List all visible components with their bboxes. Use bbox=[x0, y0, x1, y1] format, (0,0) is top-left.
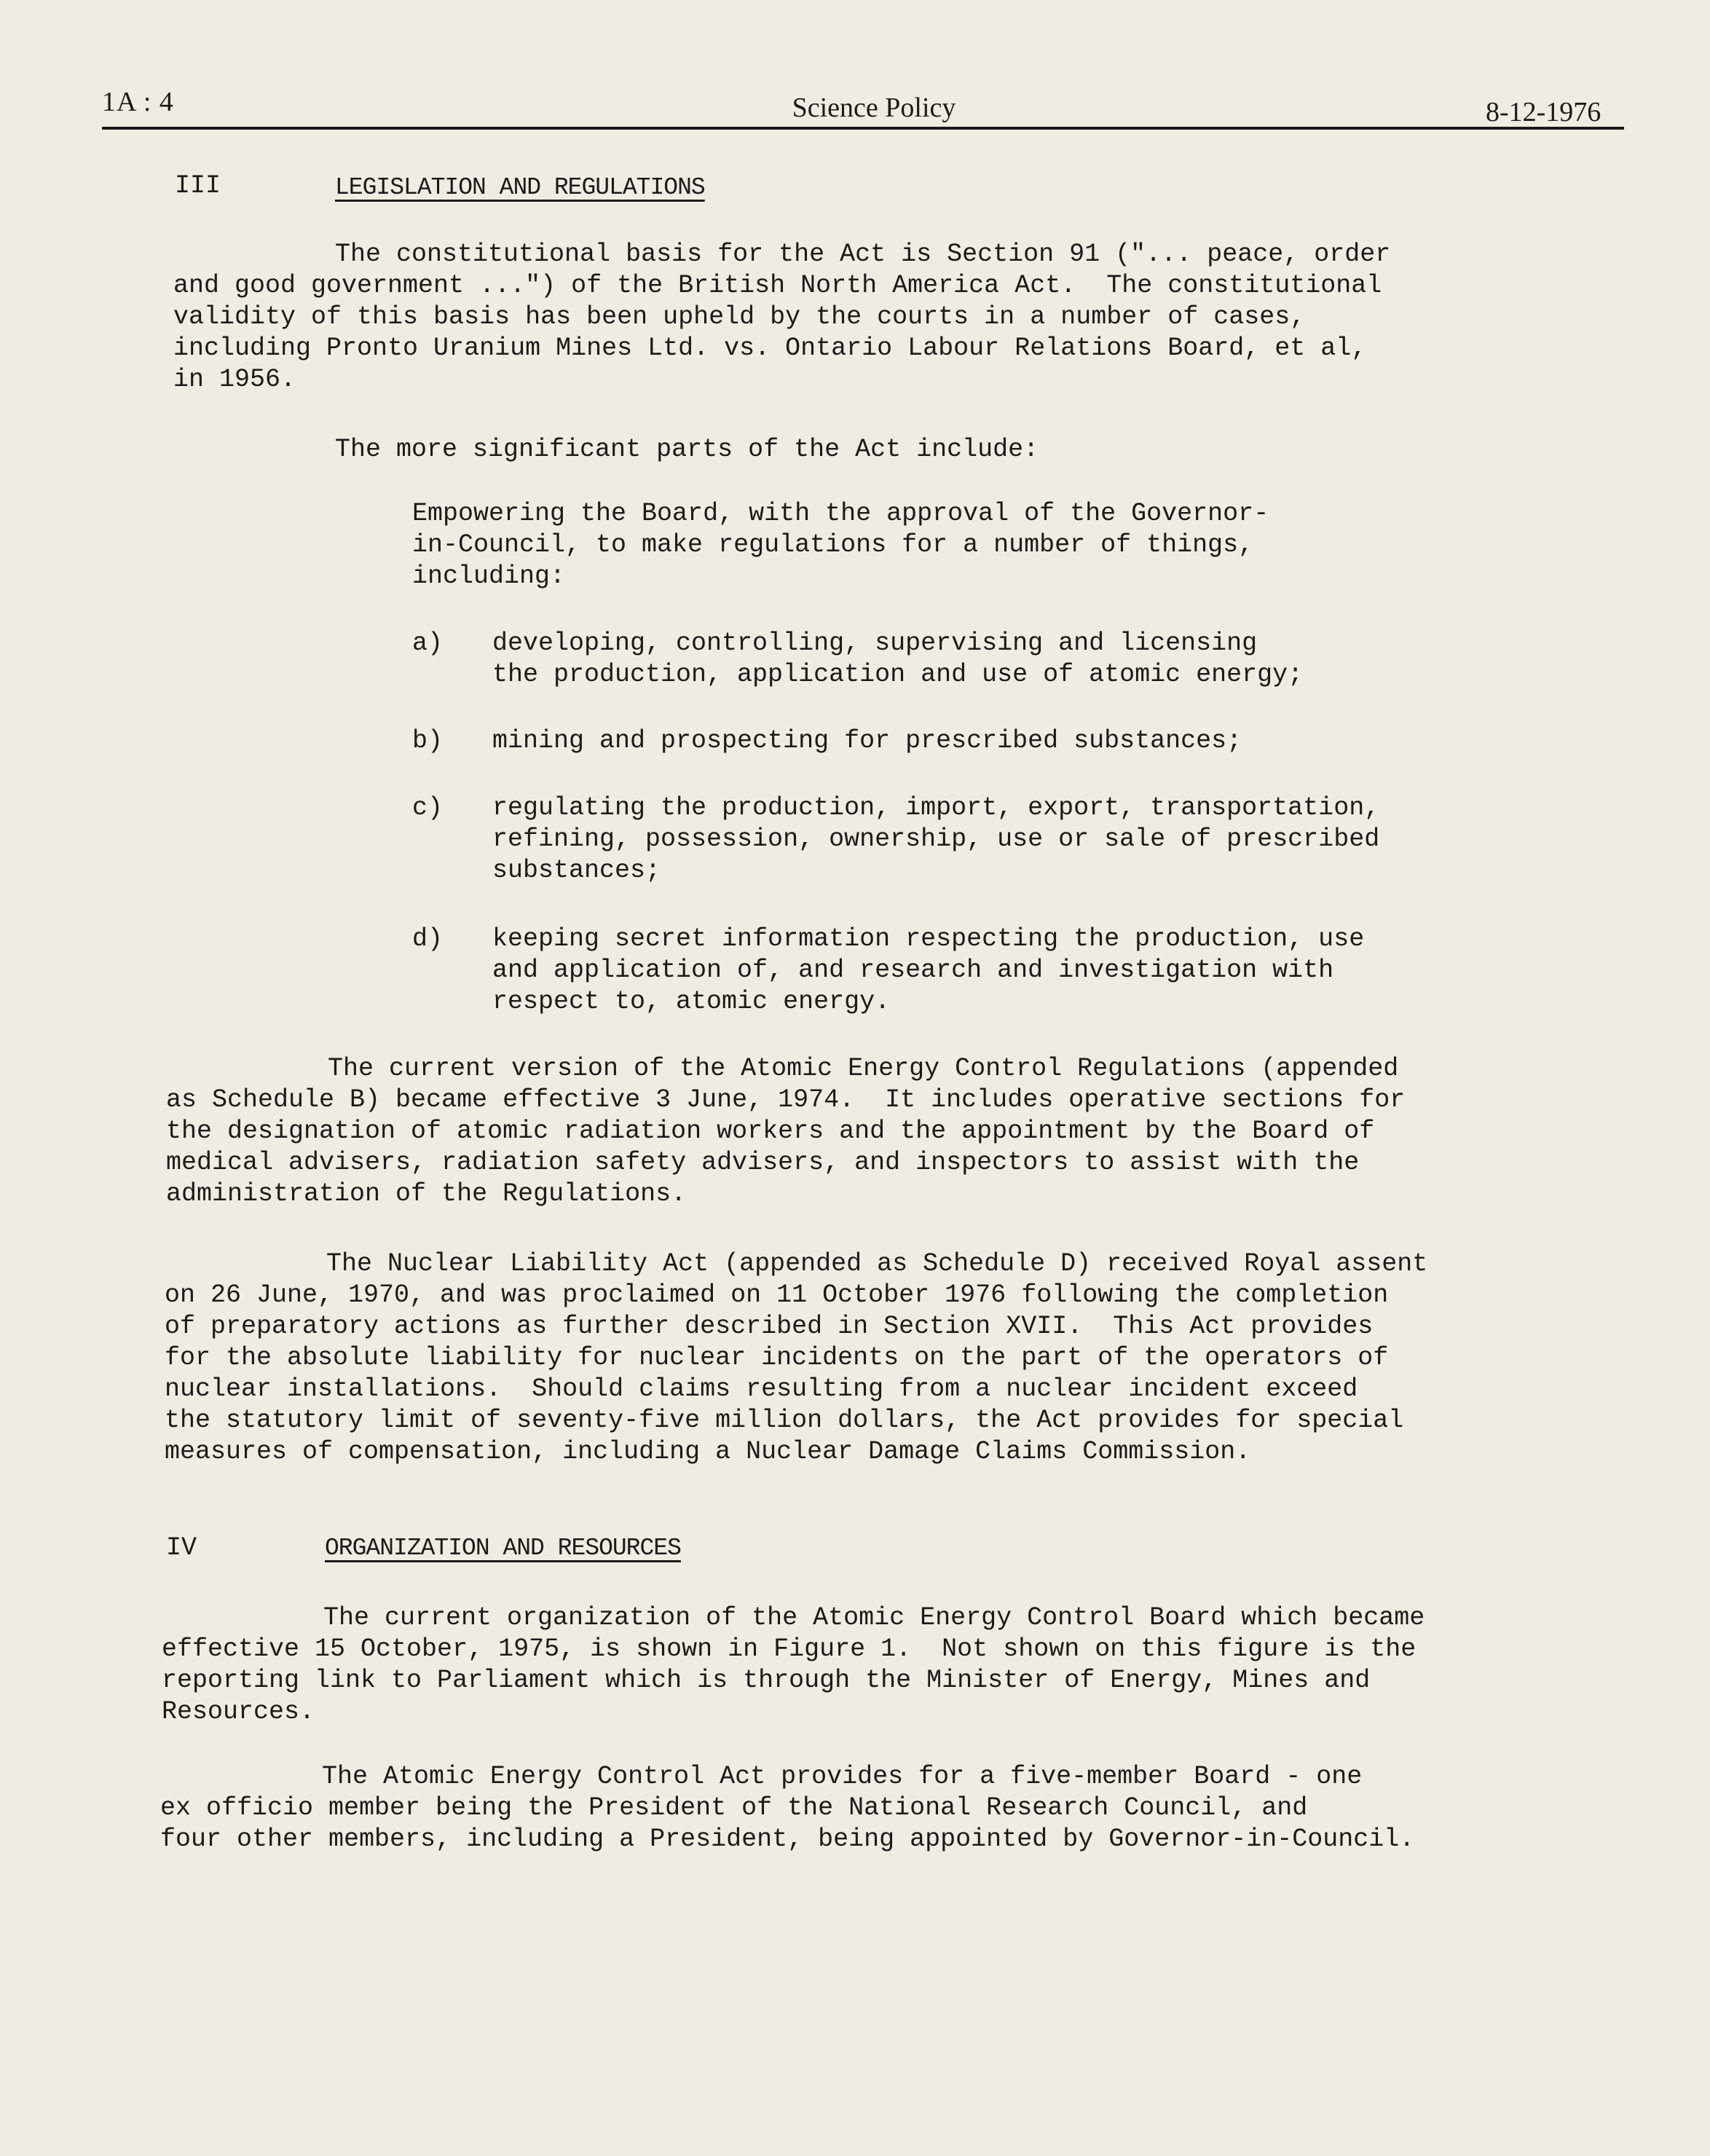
list-item-text bbox=[492, 924, 1364, 1018]
list-item-line: regulating the production, import, export, transportation, bbox=[492, 793, 1380, 822]
list-item-line: developing, controlling, supervising and licensing bbox=[492, 629, 1258, 658]
section-3-paragraph-2 bbox=[335, 434, 1039, 465]
list-item-line: substances; bbox=[492, 856, 661, 885]
paragraph-line: effective 15 October, 1975, is shown in Figure 1. Not shown on this figure is the bbox=[162, 1634, 1417, 1664]
paragraph-line: The current organization of the Atomic Energy Control Board which became bbox=[323, 1603, 1425, 1632]
list-item-label: b) bbox=[412, 726, 444, 755]
paragraph-line: for the absolute liability for nuclear incidents on the part of the operators of bbox=[165, 1343, 1389, 1372]
page-number: 1A : 4 bbox=[102, 87, 174, 117]
paragraph-line: The Nuclear Liability Act (appended as Schedule D) received Royal assent bbox=[326, 1249, 1428, 1278]
section-3-number: III bbox=[175, 171, 221, 200]
section-4-paragraph-1 bbox=[162, 1602, 1425, 1728]
list-item-text bbox=[492, 725, 1242, 757]
list-item-line: refining, possession, ownership, use or sale of prescribed bbox=[492, 825, 1380, 854]
paragraph-line: Empowering the Board, with the approval of the Governor- bbox=[412, 499, 1269, 528]
list-item-line: the production, application and use of atomic energy; bbox=[492, 660, 1304, 689]
paragraph-line: The constitutional basis for the Act is Section 91 ("... peace, order bbox=[335, 240, 1391, 269]
paragraph-line: as Schedule B) became effective 3 June, 1974. It includes operative sections for bbox=[166, 1085, 1406, 1114]
paragraph-line: medical advisers, radiation safety advisers, and inspectors to assist with the bbox=[166, 1148, 1360, 1177]
list-item-label: d) bbox=[412, 924, 444, 953]
paragraph-line: and good government ...") of the British North America Act. The constitutional bbox=[173, 271, 1382, 300]
paragraph-line: including Pronto Uranium Mines Ltd. vs. Ontario Labour Relations Board, et al, bbox=[173, 334, 1367, 363]
list-item-text bbox=[492, 628, 1303, 691]
paragraph-line: administration of the Regulations. bbox=[166, 1179, 687, 1208]
page-date: 8-12-1976 bbox=[1486, 97, 1601, 127]
paragraph-line: the designation of atomic radiation workers and the appointment by the Board of bbox=[166, 1117, 1375, 1146]
list-item-label: c) bbox=[412, 793, 444, 822]
list-item-text bbox=[492, 792, 1379, 886]
section-3-paragraph-1 bbox=[173, 239, 1390, 396]
list-item-line: and application of, and research and investigation with bbox=[492, 956, 1334, 985]
paragraph-line: in 1956. bbox=[173, 365, 296, 394]
paragraph-line: on 26 June, 1970, and was proclaimed on 11 October 1976 following the completion bbox=[165, 1280, 1389, 1310]
list-item-line: keeping secret information respecting the production, use bbox=[492, 924, 1365, 953]
paragraph-line: ex officio member being the President of the National Research Council, and bbox=[160, 1793, 1308, 1822]
section-3-title: LEGISLATION AND REGULATIONS bbox=[335, 174, 705, 201]
paragraph-line: the statutory limit of seventy-five million dollars, the Act provides for special bbox=[165, 1406, 1404, 1435]
paragraph-line: four other members, including a President, being appointed by Governor-in-Council. bbox=[160, 1825, 1415, 1854]
empowering-clause bbox=[412, 498, 1269, 592]
paragraph-line: reporting link to Parliament which is through the Minister of Energy, Mines and bbox=[162, 1666, 1371, 1695]
paragraph-line: The current version of the Atomic Energy Control Regulations (appended bbox=[328, 1054, 1399, 1083]
list-item-label: a) bbox=[412, 629, 444, 658]
section-4-title: ORGANIZATION AND RESOURCES bbox=[325, 1535, 681, 1562]
paragraph-line: in-Council, to make regulations for a number of things, bbox=[412, 530, 1254, 559]
paragraph-line: including: bbox=[412, 562, 566, 591]
paragraph-line: measures of compensation, including a Nuclear Damage Claims Commission. bbox=[165, 1437, 1251, 1466]
section-4-paragraph-2 bbox=[160, 1761, 1414, 1855]
section-3-paragraph-3 bbox=[166, 1053, 1405, 1210]
list-item-line: mining and prospecting for prescribed substances; bbox=[492, 726, 1242, 755]
section-4-number: IV bbox=[166, 1533, 197, 1562]
section-3-paragraph-4 bbox=[165, 1248, 1427, 1468]
list-item-line: respect to, atomic energy. bbox=[492, 987, 891, 1016]
running-title: Science Policy bbox=[792, 93, 956, 123]
paragraph-line: validity of this basis has been upheld by the courts in a number of cases, bbox=[173, 302, 1306, 331]
paragraph-line: The Atomic Energy Control Act provides for a five-member Board - one bbox=[322, 1762, 1363, 1791]
paragraph-line: nuclear installations. Should claims resulting from a nuclear incident exceed bbox=[165, 1374, 1358, 1404]
paragraph-line: Resources. bbox=[162, 1697, 315, 1726]
paragraph-line: The more significant parts of the Act include: bbox=[335, 435, 1039, 464]
paragraph-line: of preparatory actions as further described in Section XVII. This Act provides bbox=[165, 1312, 1374, 1341]
